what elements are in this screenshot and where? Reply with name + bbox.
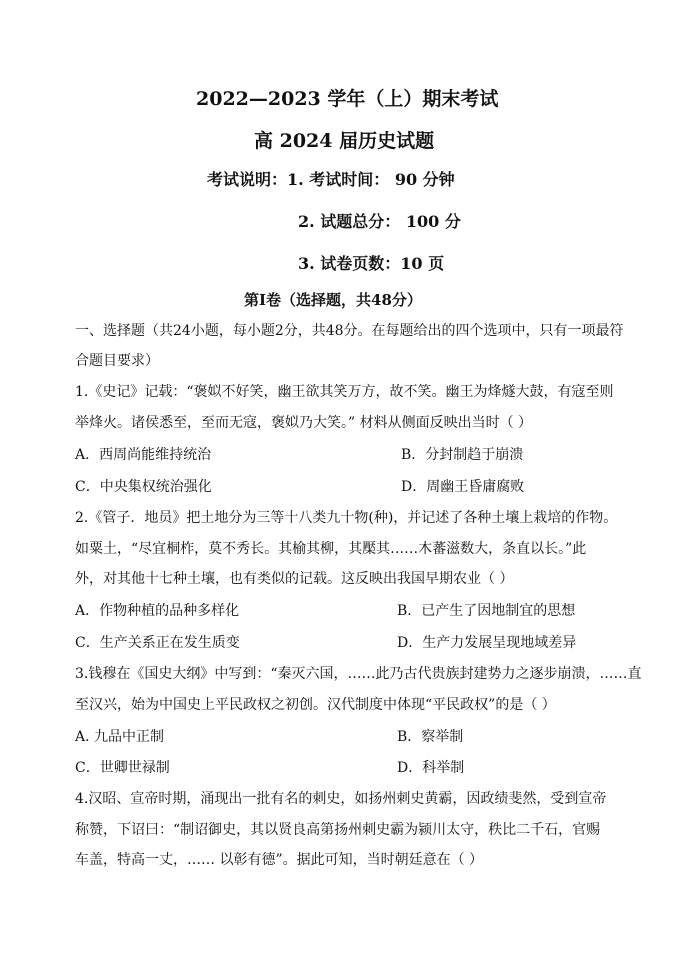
exam-subtitle: 高 2024 届历史试题 [254, 130, 435, 152]
question-3-option-a[interactable]: A. 九品中正制 [75, 729, 165, 745]
exam-note-page-count: 3. 试卷页数：10 页 [298, 254, 445, 273]
exam-note-time: 考试说明：1. 考试时间： 90 分钟 [207, 170, 455, 189]
question-2-option-d[interactable]: D．生产力发展呈现地域差异 [397, 635, 577, 651]
question-4-line-2: 称赞，下诏曰：“制诏御史，其以贤良高第扬州刺史霸为颍川太守，秩比二千石，官赐 [75, 822, 601, 838]
question-3-option-d[interactable]: D．科举制 [397, 760, 465, 776]
question-3-line-2: 至汉兴，始为中国史上平民政权之初创。汉代制度中体现“平民政权”的是（ ） [75, 697, 556, 713]
question-2-line-2: 如粟土，“尽宜桐柞，莫不秀长。其榆其柳，其檿其……木蕃滋数大，条直以长。”此 [75, 541, 587, 557]
section-instructions-line-1: 一、选择题（共24小题，每小题2分，共48分。在每题给出的四个选项中，只有一项最符 [75, 323, 624, 339]
question-2-line-3: 外，对其他十七种土壤，也有类似的记载。这反映出我国早期农业（ ） [75, 571, 514, 587]
question-4-line-1: 4.汉昭、宣帝时期，涌现出一批有名的刺史，如扬州刺史黄霸，因政绩斐然，受到宣帝 [75, 791, 607, 807]
section-title: 第Ⅰ卷（选择题，共48分） [244, 291, 422, 309]
question-2-line-1: 2.《管子．地员》把土地分为三等十八类九十物(种)，并记述了各种土壤上栽培的作物。 [75, 510, 618, 526]
question-4-line-3: 车盖，特高一丈，…… 以彰有德”。据此可知，当时朝廷意在（ ） [75, 852, 484, 868]
section-instructions-line-2: 合题目要求） [75, 353, 159, 369]
question-1-option-d[interactable]: D．周幽王昏庸腐败 [401, 479, 525, 495]
question-1-line-1: 1.《史记》记载：“褒姒不好笑，幽王欲其笑万方，故不笑。幽王为烽燧大鼓，有寇至则 [75, 384, 614, 400]
question-3-option-c[interactable]: C．世卿世禄制 [75, 760, 170, 776]
question-2-option-c[interactable]: C．生产关系正在发生质变 [75, 635, 240, 651]
question-2-option-b[interactable]: B．已产生了因地制宜的思想 [397, 603, 576, 619]
question-1-line-2: 举烽火。诸侯悉至，至而无寇，褒姒乃大笑。” 材料从侧面反映出当时（ ） [75, 415, 533, 431]
question-3-line-1: 3.钱穆在《国史大纲》中写到：“秦灭六国，……此乃古代贵族封建势力之逐步崩溃，……直 [75, 666, 642, 682]
question-1-option-a[interactable]: A．西周尚能维持统治 [75, 447, 212, 463]
exam-title: 2022—2023 学年（上）期末考试 [196, 88, 499, 110]
question-1-option-c[interactable]: C．中央集权统治强化 [75, 479, 212, 495]
question-2-option-a[interactable]: A．作物种植的品种多样化 [75, 603, 240, 619]
question-1-option-b[interactable]: B．分封制趋于崩溃 [401, 447, 524, 463]
question-3-option-b[interactable]: B．察举制 [397, 729, 464, 745]
exam-note-total-score: 2. 试题总分： 100 分 [298, 212, 461, 231]
